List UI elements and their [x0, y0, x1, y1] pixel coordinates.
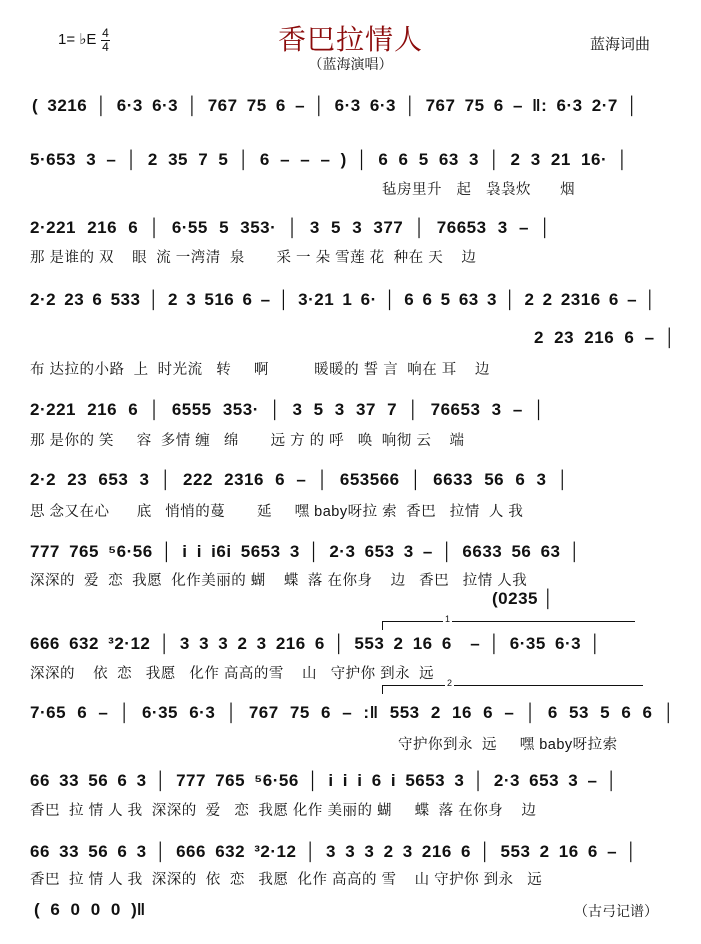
- score-line-2-notes: 5·653 3 – │ 2 35 7 5 │ 6 – – – ) │ 6 6 5 63 3 │ 2 3 21 16· │: [30, 150, 629, 169]
- score-line-9-notes: 7·65 6 – │ 6·35 6·3 │ 767 75 6 – :‖ 553 2 16 6 – │ 6 53 5 6 6 │: [30, 703, 675, 722]
- score-line-8-notes: 666 632 ³2·12 │ 3 3 3 2 3 216 6 │ 553 2 16 6 – │ 6·35 6·3 │: [30, 634, 602, 653]
- score-line-10-lyrics: 香巴 拉 情 人 我 深深的 爱 恋 我愿 化作 美丽的 蝴 蝶 落 在你身 边: [30, 803, 537, 819]
- score-line-7-lyrics: 深深的 爱 恋 我愿 化作美丽的 蝴 蝶 落 在你身 边 香巴 拉情 人我: [30, 573, 528, 589]
- volta-bracket-2: [382, 678, 643, 694]
- score-line-3-lyrics: 那 是谁的 双 眼 流 一湾清 泉 采 一 朵 雪莲 花 种在 天 边: [30, 250, 477, 266]
- score-line-8-lyrics: 深深的 依 恋 我愿 化作 高高的雪 山 守护你 到永 远: [30, 666, 435, 682]
- score-line-6-notes: 2·2 23 653 3 │ 222 2316 6 – │ 653566 │ 6633 56 6 3 │: [30, 470, 569, 489]
- score-line-2-lyrics: 毡房里升 起 袅袅炊 烟: [382, 182, 576, 198]
- score-line-10-notes: 66 33 56 6 3 │ 777 765 ⁵6·56 │ i i i 6 i 5653 3 │ 2·3 653 3 – │: [30, 771, 618, 790]
- score-line-4-notes: 2·2 23 6 533 │ 2 3 516 6 – │ 3·21 1 6· │ 6 6 5 63 3 │ 2 2 2316 6 – │: [30, 290, 657, 309]
- score-line-11-lyrics: 香巴 拉 情 人 我 深深的 依 恋 我愿 化作 高高的 雪 山 守护你 到永 远: [30, 872, 543, 888]
- score-line-3-notes: 2·221 216 6 │ 6·55 5 353· │ 3 5 3 377 │ 76653 3 – │: [30, 218, 552, 237]
- score-line-7-intro-notes: (0235 │: [492, 589, 555, 608]
- score-line-7-notes: 777 765 ⁵6·56 │ i i i6i 5653 3 │ 2·3 653 3 – │ 6633 56 63 │: [30, 542, 581, 561]
- score-line-9-lyrics: 守护你到永 远 嘿 baby呀拉索: [398, 737, 618, 753]
- score-line-11-notes: 66 33 56 6 3 │ 666 632 ³2·12 │ 3 3 3 2 3 216 6 │ 553 2 16 6 – │: [30, 842, 638, 861]
- singer-credit: （蓝海演唱）: [308, 56, 393, 72]
- song-title: 香巴拉情人: [277, 24, 423, 55]
- score-line-4-lyrics: 布 达拉的小路 上 时光流 转 啊 暖暖的 誓 言 响在 耳 边: [30, 362, 490, 378]
- score-line-5-lyrics: 那 是你的 笑 容 多情 缠 绵 远 方 的 呼 唤 响彻 云 端: [30, 433, 465, 449]
- score-line-4-alt-notes: 2 23 216 6 – │: [534, 328, 676, 347]
- time-signature-top: 4: [102, 26, 109, 40]
- score-line-6-lyrics: 思 念又在心 底 悄悄的蔓 延 嘿 baby呀拉 索 香巴 拉情 人 我: [30, 504, 524, 520]
- time-signature-bottom: 4: [102, 40, 109, 54]
- score-line-5-notes: 2·221 216 6 │ 6555 353· │ 3 5 3 37 7 │ 76653 3 – │: [30, 400, 546, 419]
- volta-label-2: 2: [447, 678, 453, 688]
- score-line-1-notes: ( 3216 │ 6·3 6·3 │ 767 75 6 – │ 6·3 6·3 │ 767 75 6 – ‖: 6·3 2·7 │: [32, 96, 639, 115]
- composer-credit: 蓝海词曲: [590, 36, 651, 53]
- transcriber-credit: （古弓记谱）: [574, 903, 658, 919]
- volta-label-1: 1: [445, 614, 451, 624]
- ending-notes: ( 6 0 0 0 )‖: [34, 900, 146, 919]
- volta-bracket-1: [382, 614, 635, 630]
- key-signature: 1= ♭E: [58, 31, 97, 48]
